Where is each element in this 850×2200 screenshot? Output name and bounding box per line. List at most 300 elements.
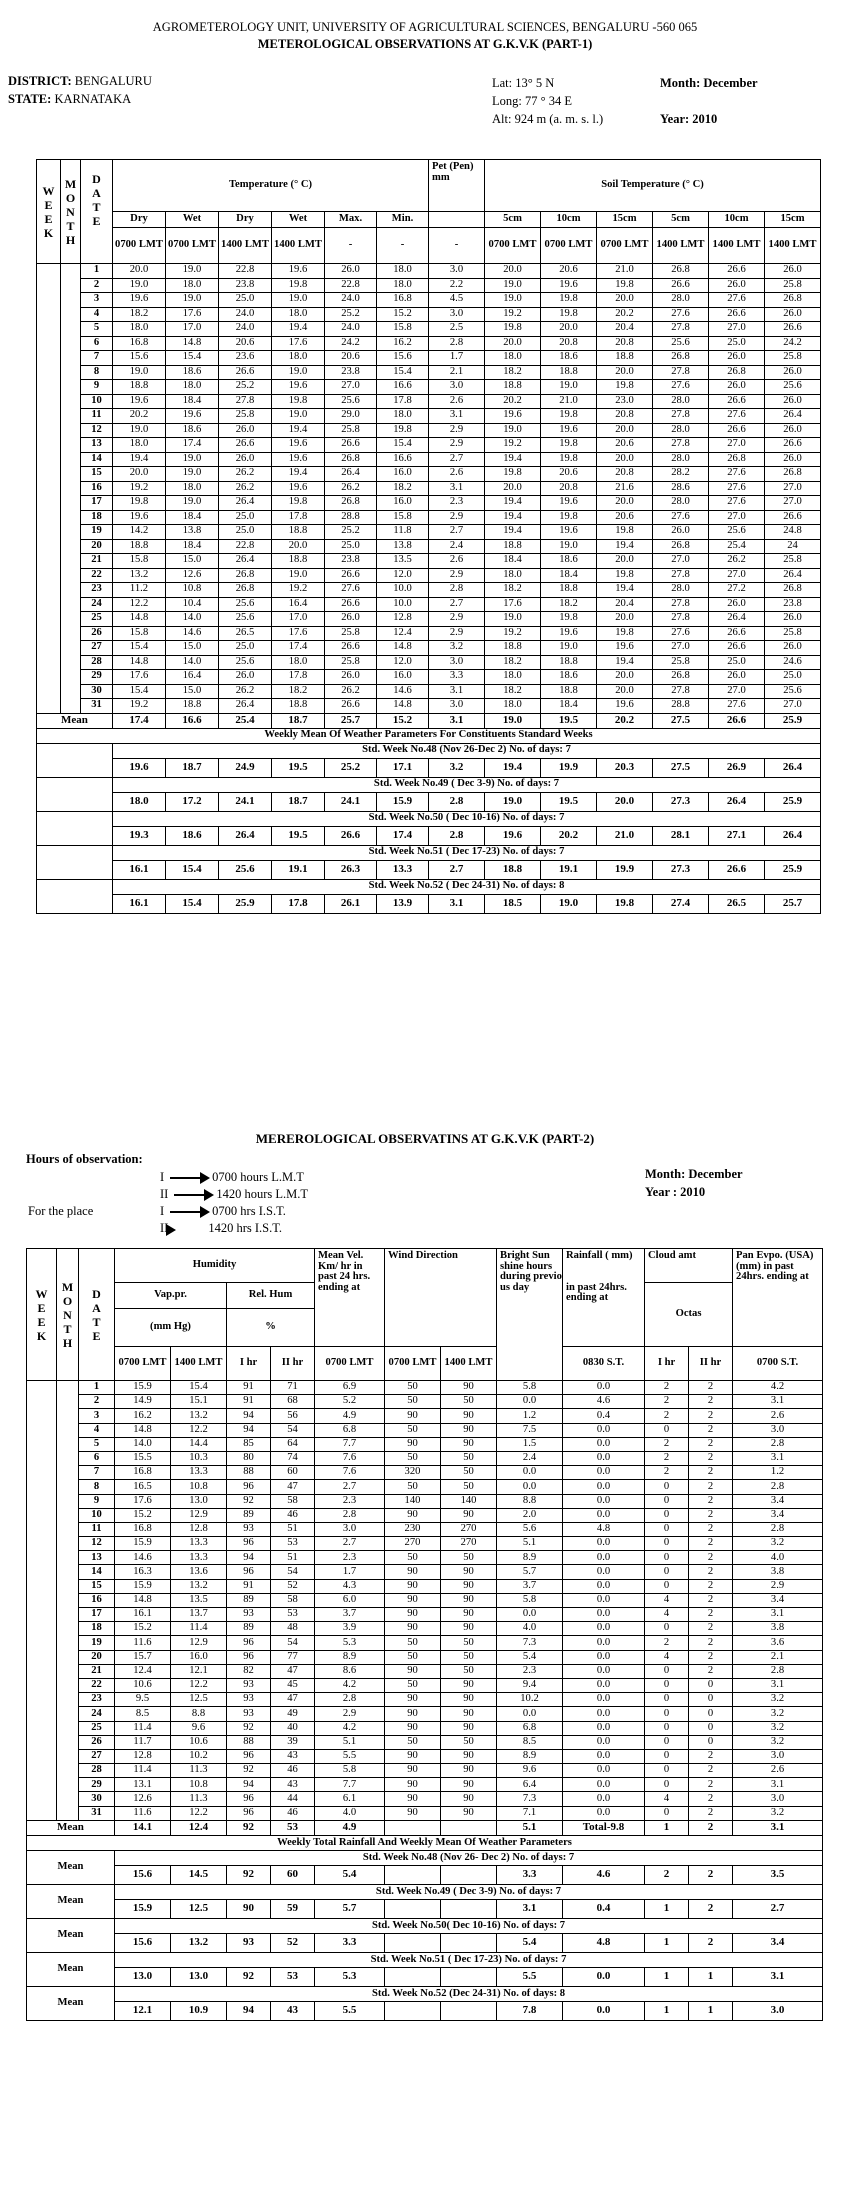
table-cell: 27.0	[709, 438, 765, 453]
mean-cell: 5.1	[497, 1820, 563, 1835]
mean-label: Mean	[27, 1884, 115, 1918]
table-cell: 18.4	[485, 554, 541, 569]
table-cell: 68	[271, 1395, 315, 1409]
table-cell: 48	[271, 1622, 315, 1636]
table-cell: 27.6	[709, 699, 765, 714]
table-cell: 0.0	[563, 1721, 645, 1735]
std-week-value: 17.8	[272, 894, 325, 913]
table-cell: 28.0	[653, 496, 709, 511]
table-cell: 90	[385, 1579, 441, 1593]
table-row	[27, 1764, 823, 1778]
empty-cell	[61, 510, 81, 525]
table-cell: 2	[689, 1664, 733, 1678]
std-week-value: 15.6	[115, 1933, 171, 1952]
table-cell: 18.8	[541, 365, 597, 380]
table-row	[37, 554, 821, 569]
table-cell: 20.8	[597, 467, 653, 482]
std-week-values-row	[37, 894, 821, 913]
date-cell: 29	[79, 1778, 115, 1792]
column-time-header: 0700 LMT	[115, 1347, 171, 1381]
std-week-value: 2.7	[733, 1899, 823, 1918]
table-cell: 50	[385, 1551, 441, 1565]
table-cell: 26.0	[765, 365, 821, 380]
std-week-value: 25.9	[219, 894, 272, 913]
table-cell: 8.9	[497, 1551, 563, 1565]
table-row	[37, 510, 821, 525]
table-cell: 5.4	[497, 1650, 563, 1664]
std-week-value	[385, 1933, 441, 1952]
std-week-title: Std. Week No.52 (Dec 24-31) No. of days: 8	[115, 1986, 823, 2001]
empty-cell	[27, 1508, 57, 1522]
table-cell: 18.0	[166, 278, 219, 293]
std-week-title-row	[37, 811, 821, 826]
table-cell: 27.8	[653, 438, 709, 453]
table-cell: 19.0	[166, 452, 219, 467]
table-cell: 18.8	[597, 351, 653, 366]
table-cell: 2.8	[315, 1508, 385, 1522]
table-cell: 1.2	[497, 1409, 563, 1423]
table-cell: 14.8	[377, 641, 429, 656]
std-week-value: 26.4	[765, 758, 821, 777]
table-cell: 19.6	[272, 452, 325, 467]
table-cell: 2	[689, 1593, 733, 1607]
table-row	[37, 467, 821, 482]
table-cell: 89	[227, 1593, 271, 1607]
table-cell: 2.2	[429, 278, 485, 293]
std-week-value: 13.9	[377, 894, 429, 913]
vertical-letter: E	[92, 213, 101, 228]
empty-cell	[37, 743, 113, 758]
mean-cell	[385, 1820, 441, 1835]
vertical-letter: T	[92, 199, 101, 214]
mean-velocity-header: Mean Vel. Km/ hr in past 24 hrs. ending at	[315, 1249, 385, 1347]
table-cell: 16.4	[166, 670, 219, 685]
date-cell: 10	[79, 1508, 115, 1522]
table-cell: 10.8	[171, 1480, 227, 1494]
table-cell: 2	[689, 1381, 733, 1395]
table-cell: 16.1	[115, 1608, 171, 1622]
table-cell: 0.0	[563, 1508, 645, 1522]
table-cell: 50	[441, 1480, 497, 1494]
table-cell: 12.2	[171, 1806, 227, 1820]
table-cell: 43	[271, 1778, 315, 1792]
table-cell: 25.8	[219, 409, 272, 424]
std-week-value: 19.5	[272, 826, 325, 845]
table-cell: 28.0	[653, 583, 709, 598]
table-cell: 3.0	[315, 1522, 385, 1536]
table-cell: 50	[441, 1395, 497, 1409]
column-subheader: Dry	[219, 212, 272, 228]
std-week-values-row	[37, 826, 821, 845]
table-cell: 2.6	[733, 1764, 823, 1778]
column-subheader: 10cm	[541, 212, 597, 228]
column-subheader: Max.	[325, 212, 377, 228]
vertical-letter: H	[62, 1335, 73, 1350]
table-row	[27, 1608, 823, 1622]
table-cell: 26.0	[219, 452, 272, 467]
table-cell: 25.2	[219, 380, 272, 395]
table-cell: 20.6	[325, 351, 377, 366]
std-week-value: 26.5	[709, 894, 765, 913]
empty-cell	[27, 1650, 57, 1664]
empty-cell	[57, 1551, 79, 1565]
table-cell: 26.0	[325, 612, 377, 627]
empty-cell	[57, 1806, 79, 1820]
table-row	[37, 568, 821, 583]
empty-cell	[57, 1764, 79, 1778]
table-cell: 2	[689, 1466, 733, 1480]
vertical-letter: K	[36, 1328, 47, 1343]
table-cell: 54	[271, 1423, 315, 1437]
table-row	[27, 1792, 823, 1806]
table-cell: 4.0	[733, 1551, 823, 1565]
vertical-letter: T	[66, 218, 75, 233]
table-cell: 17.6	[485, 597, 541, 612]
table-cell: 17.8	[377, 394, 429, 409]
table-cell: 18.4	[166, 510, 219, 525]
table-row	[37, 655, 821, 670]
part2-year: Year : 2010	[645, 1185, 706, 1199]
table-cell: 17.6	[272, 626, 325, 641]
empty-cell	[57, 1622, 79, 1636]
table-cell: 15.0	[166, 684, 219, 699]
std-week-value: 26.3	[325, 860, 377, 879]
table-cell: 19.4	[272, 322, 325, 337]
table-cell: 26.8	[653, 539, 709, 554]
table-cell: 18.6	[166, 365, 219, 380]
table-cell: 16.6	[377, 380, 429, 395]
table-cell: 0.0	[563, 1537, 645, 1551]
date-cell: 21	[79, 1664, 115, 1678]
table-cell: 25.2	[325, 525, 377, 540]
date-cell: 20	[81, 539, 113, 554]
wind-direction-header: Wind Direction	[385, 1249, 497, 1347]
table-cell: 2.6	[429, 554, 485, 569]
std-week-value: 18.5	[485, 894, 541, 913]
table-cell: 18.0	[485, 351, 541, 366]
date-cell: 4	[81, 307, 113, 322]
table-cell: 90	[441, 1608, 497, 1622]
table-cell: 90	[441, 1693, 497, 1707]
table-row	[27, 1650, 823, 1664]
table-cell: 18.2	[113, 307, 166, 322]
table-cell: 20.2	[485, 394, 541, 409]
table-cell: 90	[441, 1778, 497, 1792]
vertical-letter: M	[64, 176, 77, 191]
empty-cell	[61, 351, 81, 366]
empty-cell	[27, 1593, 57, 1607]
table-cell: 27.6	[709, 293, 765, 308]
std-week-value: 5.4	[497, 1933, 563, 1952]
table-cell: 0	[689, 1735, 733, 1749]
empty-cell	[37, 792, 113, 811]
empty-cell	[37, 467, 61, 482]
empty-cell	[37, 626, 61, 641]
empty-cell	[27, 1451, 57, 1465]
table-cell: 91	[227, 1381, 271, 1395]
std-week-value: 18.0	[113, 792, 166, 811]
empty-cell	[57, 1395, 79, 1409]
table-cell: 47	[271, 1480, 315, 1494]
table-cell: 16.8	[377, 293, 429, 308]
table-cell: 7.5	[497, 1423, 563, 1437]
empty-cell	[37, 670, 61, 685]
empty-cell	[61, 394, 81, 409]
table-cell: 19.0	[272, 568, 325, 583]
table-row	[27, 1423, 823, 1437]
table-cell: 18.8	[113, 380, 166, 395]
week-col-header	[37, 160, 61, 264]
std-week-value	[385, 1865, 441, 1884]
table-cell: 18.0	[272, 655, 325, 670]
table-cell: 91	[227, 1579, 271, 1593]
table-cell: 26.8	[325, 452, 377, 467]
table-cell: 25.6	[219, 597, 272, 612]
table-cell: 25.6	[709, 525, 765, 540]
table-cell: 19.8	[272, 394, 325, 409]
table-cell: 2	[689, 1778, 733, 1792]
std-week-values-row	[27, 1899, 823, 1918]
table-cell: 15.9	[115, 1537, 171, 1551]
date-cell: 6	[79, 1451, 115, 1465]
table-cell: 19.6	[541, 525, 597, 540]
table-cell: 0.0	[497, 1466, 563, 1480]
table-cell: 24.0	[325, 322, 377, 337]
table-cell: 26.6	[765, 322, 821, 337]
empty-cell	[61, 699, 81, 714]
table-cell: 26.8	[325, 496, 377, 511]
empty-cell	[27, 1608, 57, 1622]
part2-month: Month: December	[645, 1167, 743, 1181]
table-cell: 3.0	[733, 1749, 823, 1763]
empty-cell	[27, 1622, 57, 1636]
table-cell: 43	[271, 1749, 315, 1763]
table-cell: 19.0	[113, 423, 166, 438]
table-cell: 2	[689, 1508, 733, 1522]
table-cell: 11.3	[171, 1764, 227, 1778]
table-cell: 25.6	[219, 655, 272, 670]
table-cell: 12.6	[115, 1792, 171, 1806]
std-week-title: Std. Week No.50 ( Dec 10-16) No. of days: 7	[113, 811, 821, 826]
date-cell: 13	[81, 438, 113, 453]
table-cell: 90	[441, 1565, 497, 1579]
table-cell: 19.8	[597, 380, 653, 395]
empty-cell	[37, 612, 61, 627]
table-cell: 2	[689, 1522, 733, 1536]
table-cell: 4.8	[563, 1522, 645, 1536]
mean-cell: 18.7	[272, 713, 325, 728]
date-cell: 30	[79, 1792, 115, 1806]
empty-cell	[61, 278, 81, 293]
table-cell: 2	[645, 1636, 689, 1650]
table-cell: 20.0	[597, 554, 653, 569]
table-cell: 28.0	[653, 423, 709, 438]
table-cell: 3.4	[733, 1593, 823, 1607]
table-cell: 25.8	[765, 278, 821, 293]
table-cell: 0	[645, 1508, 689, 1522]
table-cell: 96	[227, 1650, 271, 1664]
std-week-value: 26.4	[709, 792, 765, 811]
table-cell: 19.8	[597, 626, 653, 641]
table-cell: 50	[385, 1395, 441, 1409]
table-cell: 26.6	[709, 264, 765, 279]
table-cell: 93	[227, 1693, 271, 1707]
table-cell: 14.0	[166, 655, 219, 670]
table-cell: 26.6	[325, 438, 377, 453]
table-cell: 2	[689, 1579, 733, 1593]
std-week-title-row	[37, 879, 821, 894]
weekly-total-title: Weekly Total Rainfall And Weekly Mean Of Weather Parameters	[27, 1835, 823, 1850]
table-cell: 0.0	[563, 1451, 645, 1465]
table-cell: 5.6	[497, 1522, 563, 1536]
table-cell: 19.8	[541, 438, 597, 453]
table-cell: 26.6	[325, 568, 377, 583]
date-cell: 27	[79, 1749, 115, 1763]
table-cell: 8.6	[315, 1664, 385, 1678]
table-cell: 15.2	[115, 1508, 171, 1522]
std-week-value: 0.4	[563, 1899, 645, 1918]
mean-cell: 20.2	[597, 713, 653, 728]
empty-cell	[61, 597, 81, 612]
table-cell: 90	[385, 1437, 441, 1451]
std-week-title-row	[37, 777, 821, 792]
empty-cell	[27, 1409, 57, 1423]
empty-cell	[57, 1735, 79, 1749]
mean-cell: 53	[271, 1820, 315, 1835]
date-cell: 2	[79, 1395, 115, 1409]
date-cell: 23	[79, 1693, 115, 1707]
table-cell: 4	[645, 1650, 689, 1664]
table-cell: 13.6	[171, 1565, 227, 1579]
table-cell: 52	[271, 1579, 315, 1593]
empty-cell	[27, 1707, 57, 1721]
table-cell: 5.1	[497, 1537, 563, 1551]
date-cell: 15	[79, 1579, 115, 1593]
mean-row	[37, 713, 821, 728]
table-cell: 18.6	[166, 423, 219, 438]
table-cell: 10.6	[171, 1735, 227, 1749]
table-cell: 2	[689, 1622, 733, 1636]
table-cell: 20.8	[541, 336, 597, 351]
date-cell: 16	[79, 1593, 115, 1607]
table-cell: 94	[227, 1409, 271, 1423]
table-cell: 0	[645, 1480, 689, 1494]
empty-cell	[37, 641, 61, 656]
table-cell: 18.8	[272, 699, 325, 714]
table-cell: 3.2	[733, 1707, 823, 1721]
table-cell: 25.6	[219, 612, 272, 627]
table-cell: 19.0	[541, 380, 597, 395]
table-cell: 15.4	[171, 1381, 227, 1395]
column-time-header: 1400 LMT	[709, 228, 765, 264]
table-cell: 27.8	[653, 322, 709, 337]
empty-cell	[27, 1537, 57, 1551]
date-cell: 19	[81, 525, 113, 540]
table-cell: 50	[385, 1650, 441, 1664]
table-cell: 2.7	[429, 525, 485, 540]
date-cell: 30	[81, 684, 113, 699]
table-cell: 25.6	[765, 684, 821, 699]
table-row	[27, 1664, 823, 1678]
table-cell: 19.4	[272, 467, 325, 482]
table-cell: 27.8	[653, 568, 709, 583]
table-cell: 26.6	[653, 278, 709, 293]
table-row	[37, 699, 821, 714]
table-row	[27, 1480, 823, 1494]
table-cell: 26.2	[709, 554, 765, 569]
table-cell: 25.0	[219, 293, 272, 308]
empty-cell	[37, 860, 113, 879]
table-cell: 18.4	[541, 568, 597, 583]
table-cell: 12.8	[377, 612, 429, 627]
table-cell: 12.0	[377, 655, 429, 670]
table-row	[37, 336, 821, 351]
mean-cell: 19.5	[541, 713, 597, 728]
table-cell: 2.9	[733, 1579, 823, 1593]
table-cell: 5.1	[315, 1735, 385, 1749]
table-cell: 26.4	[325, 467, 377, 482]
table-cell: 0	[689, 1721, 733, 1735]
table-cell: 19.4	[485, 525, 541, 540]
table-cell: 46	[271, 1764, 315, 1778]
table-cell: 19.6	[541, 278, 597, 293]
table-cell: 88	[227, 1466, 271, 1480]
table-cell: 94	[227, 1778, 271, 1792]
table-row	[37, 423, 821, 438]
table-row	[27, 1749, 823, 1763]
table-cell: 0	[645, 1721, 689, 1735]
empty-cell	[61, 525, 81, 540]
table-cell: 2	[645, 1466, 689, 1480]
part1-title: METEROLOGICAL OBSERVATIONS AT G.K.V.K (PART-1)	[257, 37, 593, 51]
table-cell: 28.0	[653, 293, 709, 308]
column-time-header: 0700 LMT	[315, 1347, 385, 1381]
table-cell: 27.6	[709, 481, 765, 496]
column-time-header: 1400 LMT	[441, 1347, 497, 1381]
date-cell: 14	[79, 1565, 115, 1579]
table-cell: 26.4	[219, 554, 272, 569]
table-cell: 54	[271, 1636, 315, 1650]
table-cell: 18.8	[485, 380, 541, 395]
table-cell: 270	[385, 1537, 441, 1551]
table-row	[37, 641, 821, 656]
table-cell: 20.0	[597, 293, 653, 308]
table-cell: 4	[645, 1608, 689, 1622]
std-week-value: 24.9	[219, 758, 272, 777]
table-cell: 4	[645, 1593, 689, 1607]
table-cell: 20.0	[597, 670, 653, 685]
empty-cell	[61, 568, 81, 583]
column-time-header: 1400 LMT	[272, 228, 325, 264]
table-cell: 26.8	[709, 365, 765, 380]
weekly-mean-title: Weekly Mean Of Weather Parameters For Constituents Standard Weeks	[37, 728, 821, 743]
table-cell: 9.5	[115, 1693, 171, 1707]
table-cell: 19.2	[485, 307, 541, 322]
altitude: Alt: 924 m (a. m. s. l.)	[492, 112, 604, 126]
std-week-value: 26.4	[765, 826, 821, 845]
column-time-header: 0830 S.T.	[563, 1347, 645, 1381]
table-cell: 90	[385, 1693, 441, 1707]
table-cell: 18.2	[485, 684, 541, 699]
table-cell: 26.8	[653, 351, 709, 366]
table-cell: 28.0	[653, 394, 709, 409]
std-week-value: 19.5	[541, 792, 597, 811]
std-week-value: 2.8	[429, 826, 485, 845]
table-cell: 19.8	[272, 496, 325, 511]
table-cell: 15.9	[115, 1381, 171, 1395]
table-cell: 19.8	[597, 525, 653, 540]
table-cell: 0.0	[563, 1480, 645, 1494]
